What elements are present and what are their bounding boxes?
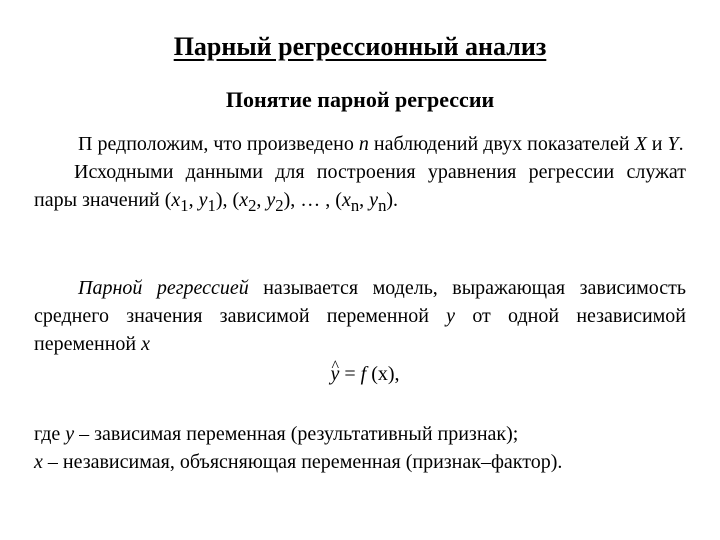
var-X: X: [634, 133, 647, 155]
subscript: 1: [180, 196, 189, 215]
text: , (: [222, 189, 240, 211]
text: .: [678, 133, 684, 155]
paragraph-legend: [34, 420, 686, 476]
var-y: y: [446, 305, 456, 327]
text: называется модель, выражающая зависимость среднего значения зависимой переменной: [34, 277, 686, 327]
var-y: y: [65, 423, 75, 445]
var-y: y: [266, 189, 276, 211]
slide-subtitle: Понятие парной регрессии: [225, 87, 495, 112]
paragraph-definition: [34, 274, 686, 358]
text: и: [646, 133, 668, 155]
text: ), … , (: [283, 189, 342, 211]
text: ,: [256, 189, 267, 211]
text: ): [215, 189, 223, 211]
var-y: y: [369, 189, 379, 211]
text: ).: [386, 189, 399, 211]
regression-formula: [0, 360, 720, 388]
paragraph-assumption: [34, 130, 686, 220]
text: =: [339, 363, 361, 385]
slide-title: Парный регрессионный анализ: [173, 32, 547, 61]
var-x: x: [239, 189, 249, 211]
subscript: 2: [248, 196, 257, 215]
text: ,: [359, 189, 370, 211]
text: Исходными данными для построения уравнения регрессии служат пары значений (: [34, 161, 686, 211]
text: – независимая, объясняющая переменная (признак–фактор).: [42, 451, 563, 473]
var-x: x: [341, 189, 351, 211]
text: от одной независимой переменной: [34, 305, 687, 355]
subscript: n: [378, 196, 387, 215]
var-Y: Y: [667, 133, 679, 155]
text: (x),: [366, 363, 400, 385]
var-y: y: [198, 189, 208, 211]
subscript: 2: [275, 196, 284, 215]
var-x: x: [34, 451, 43, 473]
func-f: f: [360, 363, 367, 385]
subscript: 1: [207, 196, 216, 215]
var-x: x: [171, 189, 181, 211]
text: ,: [188, 189, 199, 211]
text: – зависимая переменная (результативный признак);: [74, 423, 519, 445]
subscript: n: [350, 196, 360, 215]
term-pair-regression: Парной регрессией: [78, 277, 249, 299]
text: П редположим, что произведено: [78, 133, 359, 155]
var-n: n: [358, 133, 369, 155]
var-y-hat: ^ y: [330, 363, 339, 385]
text: наблюдений двух показателей: [368, 133, 635, 155]
text: где: [34, 423, 66, 445]
var-x: x: [141, 333, 150, 355]
